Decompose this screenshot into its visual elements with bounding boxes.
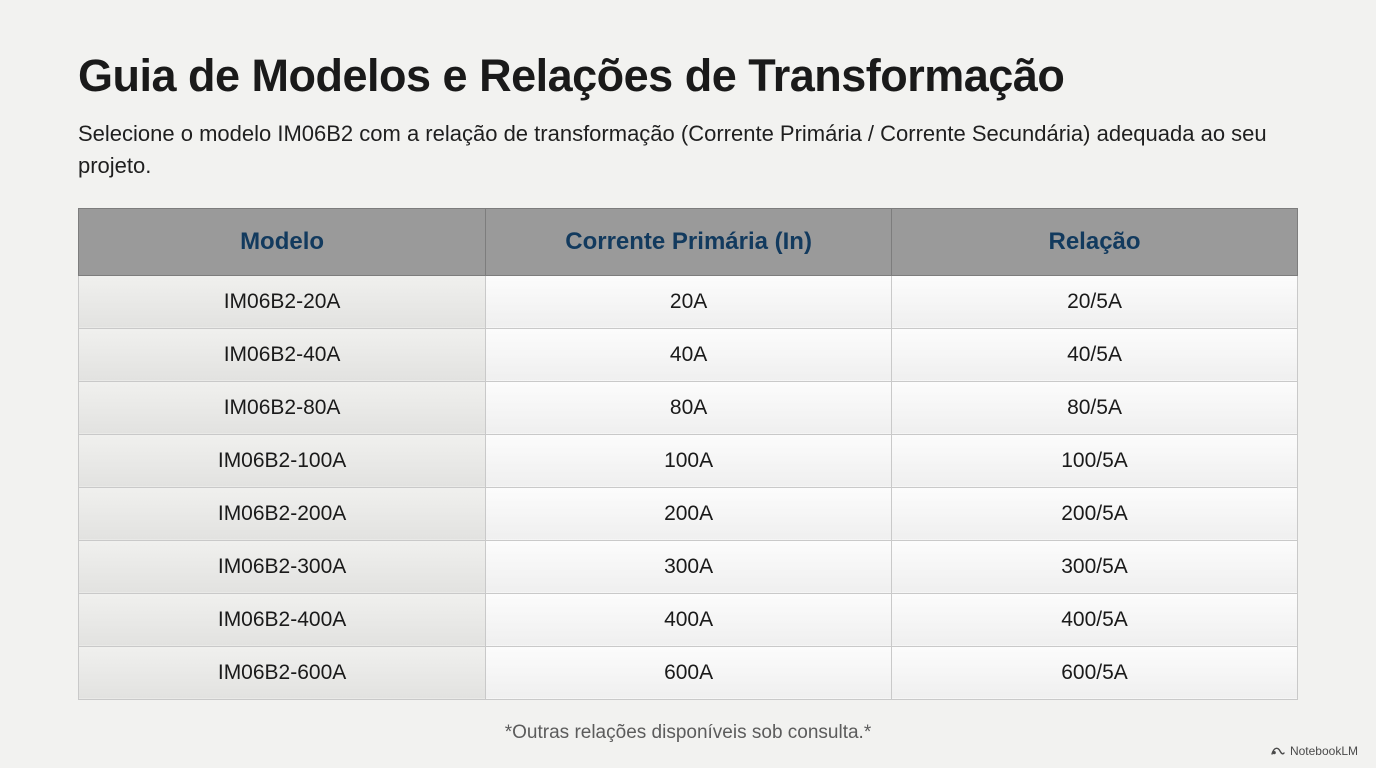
table-body bbox=[79, 275, 1298, 699]
brand-watermark bbox=[1271, 744, 1358, 758]
table-header-row bbox=[79, 208, 1298, 275]
cell-relacao: 20/5A bbox=[892, 275, 1298, 328]
page-subtitle: Selecione o modelo IM06B2 com a relação de transformação (Corrente Primária / Corrente Secundária) adequada ao seu projeto. bbox=[78, 120, 1267, 178]
cell-relacao: 600/5A bbox=[892, 646, 1298, 699]
cell-relacao: 100/5A bbox=[892, 434, 1298, 487]
table-row bbox=[79, 275, 1298, 328]
column-header-modelo: Modelo bbox=[79, 208, 486, 275]
models-table bbox=[78, 208, 1298, 700]
cell-corrente: 200A bbox=[486, 487, 892, 540]
cell-modelo: IM06B2-400A bbox=[79, 593, 486, 646]
page-title: Guia de Modelos e Relações de Transformação bbox=[78, 50, 1065, 101]
footnote: *Outras relações disponíveis sob consulta.* bbox=[504, 721, 872, 743]
table-header bbox=[79, 208, 1298, 275]
cell-relacao: 200/5A bbox=[892, 487, 1298, 540]
cell-corrente: 400A bbox=[486, 593, 892, 646]
cell-modelo: IM06B2-40A bbox=[79, 328, 486, 381]
cell-corrente: 80A bbox=[486, 381, 892, 434]
column-header-corrente-primaria: Corrente Primária (In) bbox=[486, 208, 892, 275]
notebooklm-icon bbox=[1271, 744, 1285, 758]
cell-corrente: 40A bbox=[486, 328, 892, 381]
cell-modelo: IM06B2-20A bbox=[79, 275, 486, 328]
cell-relacao: 400/5A bbox=[892, 593, 1298, 646]
table-row bbox=[79, 646, 1298, 699]
cell-modelo: IM06B2-300A bbox=[79, 540, 486, 593]
cell-relacao: 300/5A bbox=[892, 540, 1298, 593]
cell-modelo: IM06B2-600A bbox=[79, 646, 486, 699]
cell-modelo: IM06B2-80A bbox=[79, 381, 486, 434]
cell-modelo: IM06B2-200A bbox=[79, 487, 486, 540]
cell-corrente: 600A bbox=[486, 646, 892, 699]
cell-modelo: IM06B2-100A bbox=[79, 434, 486, 487]
table-row bbox=[79, 487, 1298, 540]
table-row bbox=[79, 593, 1298, 646]
table-row bbox=[79, 381, 1298, 434]
table-row bbox=[79, 434, 1298, 487]
cell-corrente: 300A bbox=[486, 540, 892, 593]
column-header-relacao: Relação bbox=[892, 208, 1298, 275]
table-row bbox=[79, 540, 1298, 593]
cell-corrente: 100A bbox=[486, 434, 892, 487]
cell-relacao: 40/5A bbox=[892, 328, 1298, 381]
cell-corrente: 20A bbox=[486, 275, 892, 328]
cell-relacao: 80/5A bbox=[892, 381, 1298, 434]
table-row bbox=[79, 328, 1298, 381]
brand-label: NotebookLM bbox=[1289, 744, 1358, 758]
